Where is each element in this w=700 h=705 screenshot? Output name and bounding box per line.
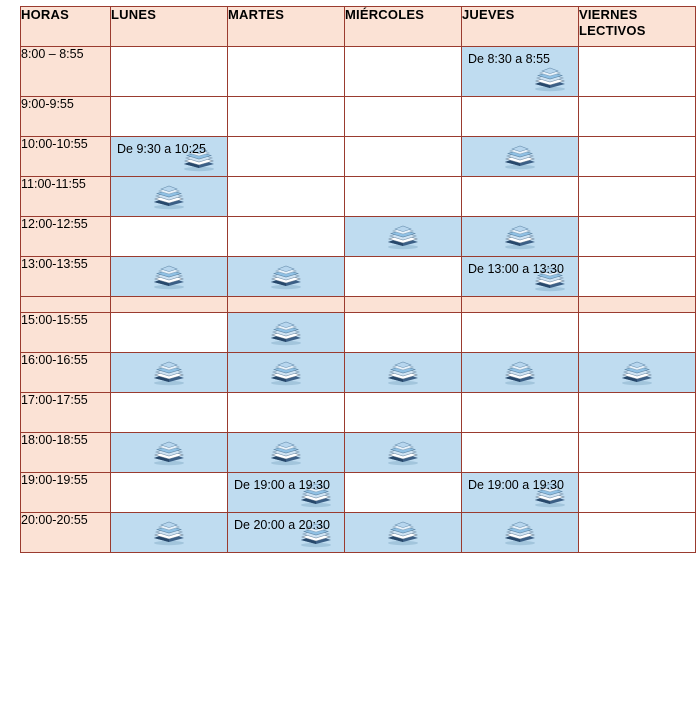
column-header-horas: HORAS [21,7,111,47]
hour-label-cell: 11:00-11:55 [21,177,111,217]
books-stack-icon [385,360,421,386]
schedule-cell-martes[interactable] [228,97,345,137]
schedule-cell-lunes[interactable] [111,257,228,297]
books-stack-icon [151,440,187,466]
schedule-cell-viernes[interactable] [579,473,696,513]
break-band-cell [462,297,579,313]
table-row [21,47,696,97]
table-row [21,137,696,177]
schedule-cell-viernes[interactable] [579,217,696,257]
schedule-cell-martes[interactable] [228,433,345,473]
table-row [21,353,696,393]
schedule-cell-jueves[interactable] [462,257,579,297]
books-stack-icon [268,440,304,466]
schedule-cell-label: De 8:30 a 8:55 [468,52,551,66]
schedule-cell-viernes[interactable] [579,177,696,217]
break-band-cell [111,297,228,313]
schedule-cell-martes[interactable] [228,313,345,353]
table-header [21,7,696,47]
hour-label-cell: 12:00-12:55 [21,217,111,257]
schedule-cell-miercoles[interactable] [345,393,462,433]
schedule-cell-lunes[interactable] [111,513,228,553]
books-stack-icon [532,66,568,92]
schedule-cell-viernes[interactable] [579,47,696,97]
hour-label-cell: 8:00 – 8:55 [21,47,111,97]
hour-label-cell: 19:00-19:55 [21,473,111,513]
break-band-cell [21,297,111,313]
schedule-cell-jueves[interactable] [462,217,579,257]
schedule-cell-jueves[interactable] [462,97,579,137]
schedule-cell-lunes[interactable] [111,353,228,393]
schedule-cell-jueves[interactable] [462,137,579,177]
hour-label-cell: 9:00-9:55 [21,97,111,137]
hour-label-cell: 16:00-16:55 [21,353,111,393]
schedule-cell-lunes[interactable] [111,473,228,513]
column-header-lunes: LUNES [111,7,228,47]
schedule-cell-jueves[interactable] [462,313,579,353]
break-band-cell [228,297,345,313]
table-body [21,47,696,553]
hour-label-cell: 18:00-18:55 [21,433,111,473]
books-stack-icon [619,360,655,386]
schedule-cell-jueves[interactable] [462,353,579,393]
books-stack-icon [502,520,538,546]
hour-label-cell: 15:00-15:55 [21,313,111,353]
hour-label-cell: 13:00-13:55 [21,257,111,297]
schedule-cell-viernes[interactable] [579,313,696,353]
schedule-cell-martes[interactable] [228,473,345,513]
schedule-cell-viernes[interactable] [579,433,696,473]
schedule-cell-martes[interactable] [228,513,345,553]
schedule-cell-miercoles[interactable] [345,47,462,97]
books-stack-icon [151,520,187,546]
schedule-cell-lunes[interactable] [111,217,228,257]
schedule-cell-viernes[interactable] [579,97,696,137]
schedule-cell-miercoles[interactable] [345,257,462,297]
books-stack-icon [502,144,538,170]
column-header-martes: MARTES [228,7,345,47]
books-stack-icon [268,360,304,386]
schedule-cell-miercoles[interactable] [345,433,462,473]
books-stack-icon [385,224,421,250]
schedule-cell-martes[interactable] [228,137,345,177]
books-stack-icon [268,320,304,346]
books-stack-icon [385,520,421,546]
schedule-cell-martes[interactable] [228,47,345,97]
schedule-cell-jueves[interactable] [462,177,579,217]
break-band-cell [579,297,696,313]
schedule-cell-lunes[interactable] [111,47,228,97]
schedule-cell-jueves[interactable] [462,393,579,433]
schedule-cell-viernes[interactable] [579,513,696,553]
table-row [21,393,696,433]
schedule-cell-miercoles[interactable] [345,353,462,393]
schedule-cell-viernes[interactable] [579,257,696,297]
schedule-cell-lunes[interactable] [111,97,228,137]
schedule-cell-lunes[interactable] [111,393,228,433]
schedule-cell-miercoles[interactable] [345,97,462,137]
schedule-cell-lunes[interactable] [111,433,228,473]
schedule-cell-martes[interactable] [228,353,345,393]
column-header-viernes-lectivos: VIERNES LECTIVOS [579,7,696,47]
books-stack-icon [151,264,187,290]
schedule-cell-miercoles[interactable] [345,513,462,553]
break-band-cell [345,297,462,313]
schedule-cell-viernes[interactable] [579,353,696,393]
table-row [21,97,696,137]
schedule-cell-miercoles[interactable] [345,177,462,217]
hour-label-cell: 17:00-17:55 [21,393,111,433]
table-row [21,473,696,513]
weekly-schedule-table [20,6,696,553]
schedule-cell-viernes[interactable] [579,393,696,433]
table-row [21,313,696,353]
hour-label-cell: 10:00-10:55 [21,137,111,177]
schedule-cell-label: De 19:00 a 19:30 [468,478,564,492]
schedule-cell-martes[interactable] [228,393,345,433]
schedule-cell-martes[interactable] [228,177,345,217]
schedule-cell-jueves[interactable] [462,433,579,473]
schedule-cell-lunes[interactable] [111,177,228,217]
schedule-cell-viernes[interactable] [579,137,696,177]
schedule-cell-label: De 19:00 a 19:30 [234,478,330,492]
books-stack-icon [502,224,538,250]
schedule-cell-martes[interactable] [228,257,345,297]
header-row [21,7,696,47]
schedule-cell-miercoles[interactable] [345,217,462,257]
table-row [21,177,696,217]
books-stack-icon [151,360,187,386]
schedule-cell-martes[interactable] [228,217,345,257]
schedule-cell-jueves[interactable] [462,473,579,513]
schedule-cell-jueves[interactable] [462,47,579,97]
hour-label-cell: 20:00-20:55 [21,513,111,553]
column-header-jueves: JUEVES [462,7,579,47]
schedule-cell-label: De 20:00 a 20:30 [234,518,330,532]
schedule-break-band [21,297,696,313]
table-row [21,433,696,473]
schedule-cell-miercoles[interactable] [345,313,462,353]
schedule-cell-lunes[interactable] [111,137,228,177]
books-stack-icon [385,440,421,466]
table-row [21,217,696,257]
books-stack-icon [268,264,304,290]
schedule-cell-lunes[interactable] [111,313,228,353]
books-stack-icon [151,184,187,210]
schedule-cell-miercoles[interactable] [345,473,462,513]
books-stack-icon [502,360,538,386]
schedule-cell-jueves[interactable] [462,513,579,553]
table-row [21,513,696,553]
schedule-cell-miercoles[interactable] [345,137,462,177]
table-row [21,257,696,297]
column-header-miercoles: MIÉRCOLES [345,7,462,47]
schedule-cell-label: De 9:30 a 10:25 [117,142,206,156]
schedule-cell-label: De 13:00 a 13:30 [468,262,564,276]
